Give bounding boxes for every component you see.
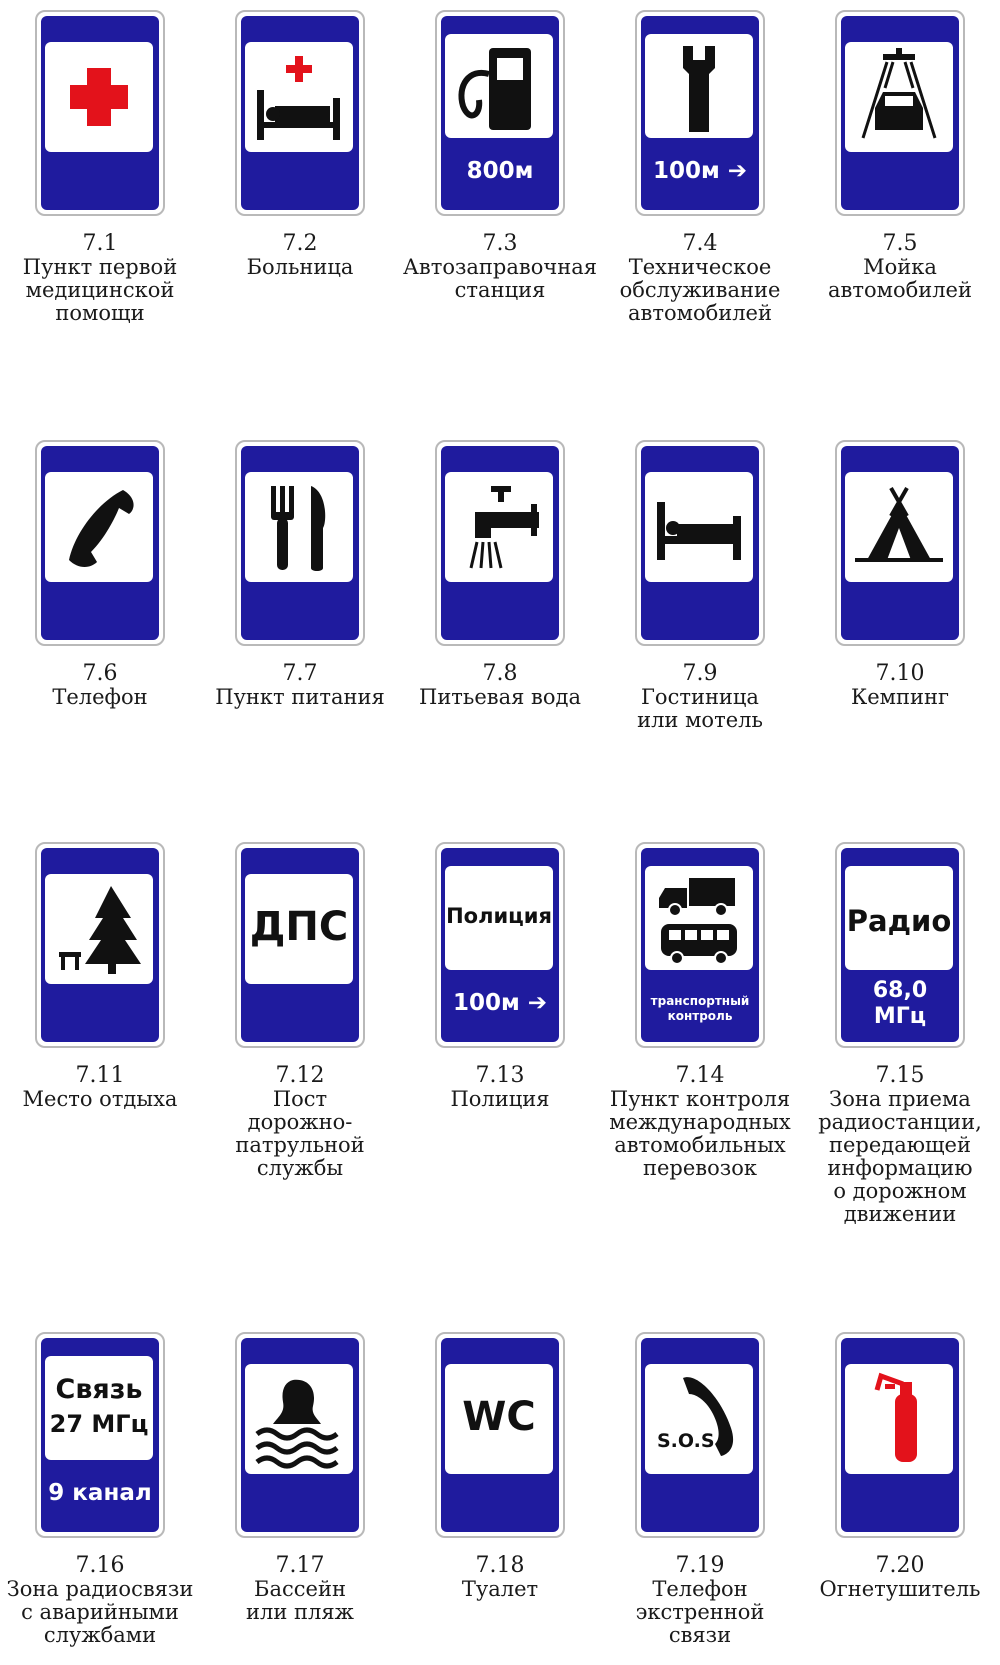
sign-caption-line: передающей xyxy=(829,1133,971,1157)
sign-bottom-text: 100м ➔ xyxy=(452,990,548,1016)
sign-caption-line: обслуживание xyxy=(619,278,781,302)
road-sign xyxy=(835,1332,965,1538)
sign-caption-line: Телефон xyxy=(52,685,148,709)
sign-caption-line: Туалет xyxy=(461,1577,539,1601)
road-sign xyxy=(835,842,965,1048)
sign-caption xyxy=(802,256,998,302)
sign-bottom-text: 9 канал xyxy=(48,1480,152,1506)
sign-caption xyxy=(602,1578,798,1647)
road-sign xyxy=(635,1332,765,1538)
sign-caption-line: Техническое xyxy=(628,255,772,279)
sign-caption xyxy=(602,686,798,732)
sign-caption xyxy=(2,686,198,709)
fuel-pump-icon xyxy=(445,34,553,138)
road-sign xyxy=(635,842,765,1048)
sign-caption-line: или пляж xyxy=(246,1600,354,1624)
sign-caption-line: Полиция xyxy=(450,1087,550,1111)
sign-white-panel xyxy=(445,1364,553,1474)
road-sign xyxy=(435,10,565,216)
water-tap-icon xyxy=(445,472,553,582)
sign-caption-line: Пункт питания xyxy=(215,685,385,709)
sign-code: 7.10 xyxy=(875,661,925,686)
road-sign xyxy=(435,842,565,1048)
truck-bus-icon xyxy=(645,866,753,970)
sign-caption-line: Гостиница xyxy=(641,685,759,709)
road-sign xyxy=(235,440,365,646)
road-sign xyxy=(635,440,765,646)
sign-panel-text: Радио xyxy=(846,904,952,938)
sign-caption-line: Зона радиосвязи xyxy=(6,1577,194,1601)
sign-caption-line: Питьевая вода xyxy=(419,685,581,709)
sign-code: 7.18 xyxy=(475,1553,525,1578)
sign-white-panel xyxy=(845,42,953,152)
sign-code: 7.19 xyxy=(675,1553,725,1578)
bed-icon xyxy=(645,472,753,582)
sign-white-panel xyxy=(45,42,153,152)
sign-caption-line: информацию xyxy=(827,1156,973,1180)
sign-bottom-text-line: 68,0 xyxy=(872,978,928,1003)
sign-caption xyxy=(2,1578,198,1647)
phone-handset-icon xyxy=(45,472,153,582)
sign-caption-line: патрульной xyxy=(235,1133,365,1157)
fork-knife-icon xyxy=(245,472,353,582)
sign-code: 7.15 xyxy=(875,1063,925,1088)
sign-code: 7.4 xyxy=(682,231,718,256)
red-cross-icon xyxy=(45,42,153,152)
car-wash-icon xyxy=(845,42,953,152)
sign-caption-line: службы xyxy=(256,1156,344,1180)
sign-bottom-text: 800м xyxy=(466,158,534,184)
sign-code: 7.7 xyxy=(282,661,318,686)
wrench-icon xyxy=(645,34,753,138)
sign-caption-line: Пункт контроля xyxy=(609,1087,791,1111)
sign-caption xyxy=(802,1088,998,1226)
sign-caption-line: Место отдыха xyxy=(22,1087,178,1111)
sign-caption xyxy=(402,1578,598,1601)
sign-caption xyxy=(2,1088,198,1111)
sign-bottom-text-line: МГц xyxy=(873,1004,927,1029)
road-sign xyxy=(235,10,365,216)
sign-caption-line: Пост xyxy=(272,1087,328,1111)
sign-panel-text: Полиция xyxy=(446,904,552,928)
sign-caption-line: Мойка xyxy=(863,255,937,279)
sign-white-panel xyxy=(245,42,353,152)
sign-caption-line: Автозаправочная xyxy=(402,255,598,279)
sign-white-panel xyxy=(445,866,553,970)
road-sign xyxy=(35,10,165,216)
swimmer-icon xyxy=(245,1364,353,1474)
fire-extinguisher-icon xyxy=(845,1364,953,1474)
sign-caption xyxy=(202,1578,398,1624)
sign-caption-line: Пункт первой xyxy=(22,255,178,279)
sign-caption-line: экстренной xyxy=(635,1600,765,1624)
road-sign xyxy=(835,440,965,646)
tree-bench-icon xyxy=(45,874,153,984)
road-sign xyxy=(635,10,765,216)
sign-caption-line: Бассейн xyxy=(254,1577,346,1601)
sign-white-panel xyxy=(45,472,153,582)
sign-caption-line: радиостанции, xyxy=(818,1110,982,1134)
sign-code: 7.11 xyxy=(75,1063,125,1088)
sign-white-panel xyxy=(245,1364,353,1474)
sign-caption-line: медицинской xyxy=(25,278,175,302)
sign-code: 7.5 xyxy=(882,231,918,256)
sign-caption xyxy=(2,256,198,325)
sign-caption-line: помощи xyxy=(55,301,145,325)
sign-caption-line: международных xyxy=(609,1110,791,1134)
sign-caption xyxy=(802,1578,998,1601)
sign-code: 7.14 xyxy=(675,1063,725,1088)
sign-white-panel xyxy=(645,34,753,138)
sign-caption-line: связи xyxy=(668,1623,732,1647)
sign-caption-line: автомобилей xyxy=(828,278,972,302)
sign-bottom-text-line: транспортный xyxy=(650,994,750,1008)
sign-code: 7.9 xyxy=(682,661,718,686)
sign-caption-line: движении xyxy=(843,1202,957,1226)
sign-code: 7.1 xyxy=(82,231,118,256)
sign-bottom-text: 100м ➔ xyxy=(652,158,748,184)
sign-caption xyxy=(202,1088,398,1180)
sign-caption-line: дорожно- xyxy=(247,1110,353,1134)
tent-icon xyxy=(845,472,953,582)
road-sign xyxy=(435,440,565,646)
sign-white-panel xyxy=(845,866,953,970)
sign-caption-line: перевозок xyxy=(643,1156,757,1180)
sign-code: 7.12 xyxy=(275,1063,325,1088)
sign-caption xyxy=(402,686,598,709)
sign-caption xyxy=(402,1088,598,1111)
sign-code: 7.17 xyxy=(275,1553,325,1578)
sign-caption xyxy=(602,256,798,325)
road-sign xyxy=(35,842,165,1048)
sign-panel-text: WC xyxy=(462,1394,536,1440)
sign-panel-text-line: 27 МГц xyxy=(49,1410,149,1438)
sign-code: 7.8 xyxy=(482,661,518,686)
sign-caption-line: Зона приема xyxy=(829,1087,971,1111)
road-sign xyxy=(435,1332,565,1538)
sign-caption-line: о дорожном xyxy=(833,1179,967,1203)
sign-white-panel xyxy=(45,874,153,984)
sign-white-panel xyxy=(845,472,953,582)
road-sign xyxy=(235,1332,365,1538)
sign-panel-text-line: Связь xyxy=(55,1374,143,1405)
sign-code: 7.13 xyxy=(475,1063,525,1088)
road-sign xyxy=(35,440,165,646)
sign-caption xyxy=(202,686,398,709)
sign-code: 7.6 xyxy=(82,661,118,686)
sign-code: 7.20 xyxy=(875,1553,925,1578)
sos-phone-icon xyxy=(645,1364,753,1474)
road-sign xyxy=(235,842,365,1048)
sign-white-panel xyxy=(245,874,353,984)
sign-code: 7.2 xyxy=(282,231,318,256)
sign-white-panel xyxy=(445,472,553,582)
sign-white-panel xyxy=(445,34,553,138)
sign-caption xyxy=(802,686,998,709)
sign-white-panel xyxy=(645,472,753,582)
sign-code: 7.16 xyxy=(75,1553,125,1578)
sign-panel-text: ДПС xyxy=(249,904,349,950)
sign-caption-line: Кемпинг xyxy=(850,685,949,709)
road-sign xyxy=(35,1332,165,1538)
sign-caption-line: Больница xyxy=(246,255,354,279)
sign-caption-line: автомобильных xyxy=(614,1133,786,1157)
sign-caption xyxy=(202,256,398,279)
sign-white-panel xyxy=(245,472,353,582)
sign-caption-line: автомобилей xyxy=(628,301,772,325)
sign-caption xyxy=(402,256,598,302)
road-sign xyxy=(835,10,965,216)
sign-white-panel xyxy=(845,1364,953,1474)
sign-panel-text: S.O.S. xyxy=(657,1430,722,1452)
sign-white-panel xyxy=(45,1356,153,1460)
sign-caption-line: с аварийными xyxy=(21,1600,179,1624)
sign-caption xyxy=(602,1088,798,1180)
sign-code: 7.3 xyxy=(482,231,518,256)
sign-caption-line: или мотель xyxy=(637,708,763,732)
sign-caption-line: Телефон xyxy=(652,1577,748,1601)
sign-caption-line: службами xyxy=(43,1623,157,1647)
sign-white-panel xyxy=(645,1364,753,1474)
sign-caption-line: станция xyxy=(454,278,546,302)
sign-bottom-text-line: контроль xyxy=(667,1009,733,1023)
sign-white-panel xyxy=(645,866,753,970)
sign-caption-line: Огнетушитель xyxy=(819,1577,981,1601)
hospital-bed-icon xyxy=(245,42,353,152)
